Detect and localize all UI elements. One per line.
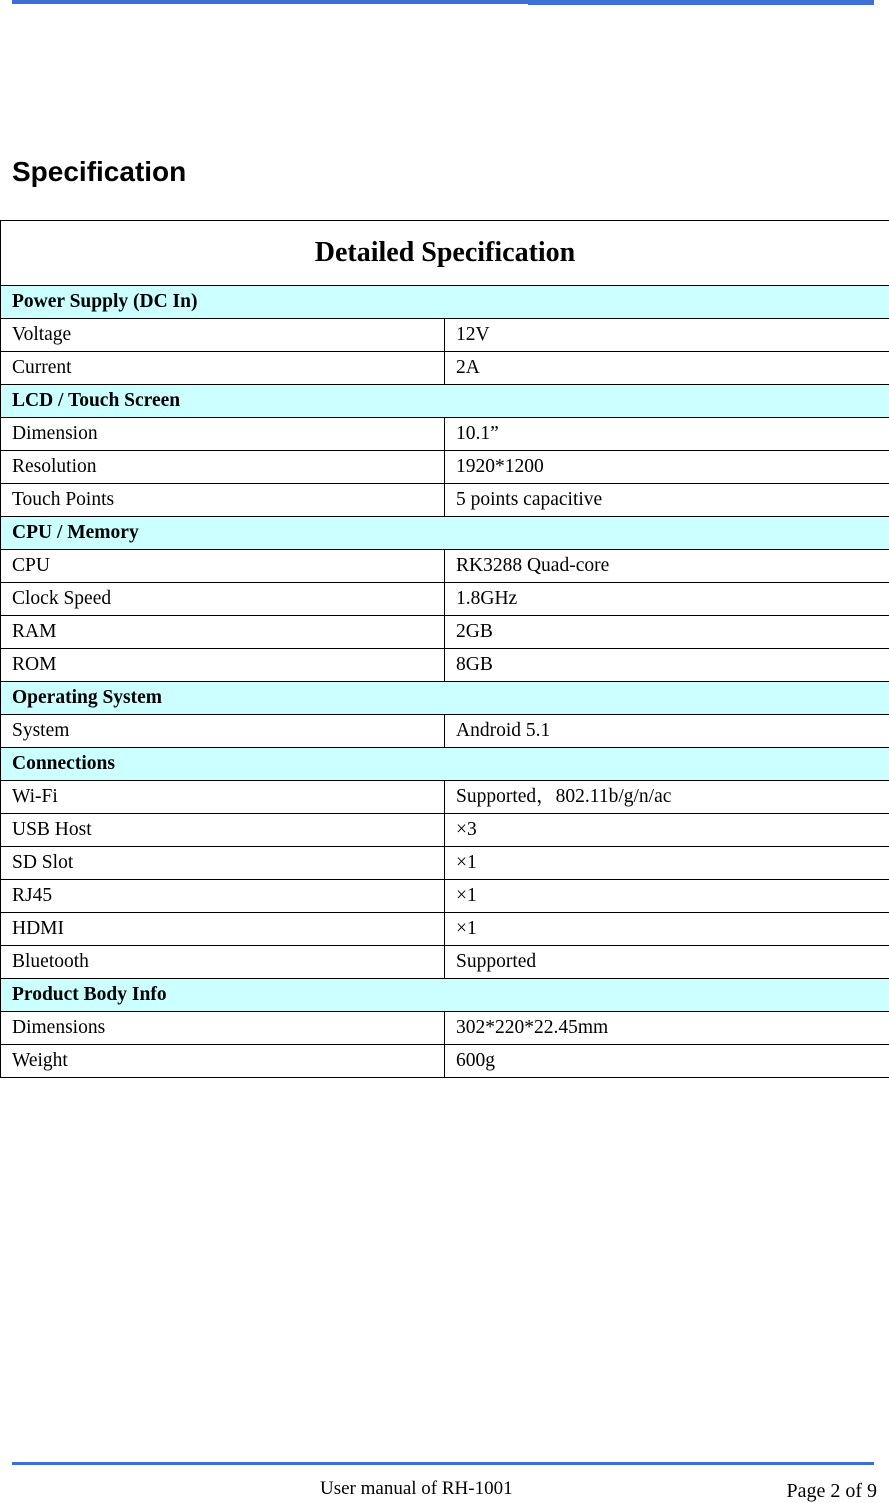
- spec-value: 2GB: [445, 616, 889, 649]
- section-title: Operating System: [1, 682, 889, 715]
- spec-label: HDMI: [1, 913, 445, 946]
- spec-label: Touch Points: [1, 484, 445, 517]
- spec-value: 5 points capacitive: [445, 484, 889, 517]
- section-header-row: [1, 286, 889, 319]
- spec-label: Dimensions: [1, 1012, 445, 1045]
- table-row: [1, 550, 889, 583]
- table-row: [1, 814, 889, 847]
- spec-label: Resolution: [1, 451, 445, 484]
- footer-manual-title: User manual of RH-1001: [320, 1478, 513, 1499]
- spec-value: 12V: [445, 319, 889, 352]
- table-row: [1, 715, 889, 748]
- spec-label: Clock Speed: [1, 583, 445, 616]
- table-row: [1, 649, 889, 682]
- spec-label: Current: [1, 352, 445, 385]
- spec-value: ×1: [445, 880, 889, 913]
- spec-value: ×1: [445, 847, 889, 880]
- spec-label: RJ45: [1, 880, 445, 913]
- spec-value: Android 5.1: [445, 715, 889, 748]
- spec-value: ×3: [445, 814, 889, 847]
- section-title: LCD / Touch Screen: [1, 385, 889, 418]
- spec-label: CPU: [1, 550, 445, 583]
- table-title: Detailed Specification: [1, 221, 889, 286]
- spec-value: ×1: [445, 913, 889, 946]
- footer-page-number: Page 2 of 9: [786, 1480, 877, 1502]
- spec-label: Dimension: [1, 418, 445, 451]
- spec-table: [0, 220, 889, 1078]
- section-header-row: [1, 748, 889, 781]
- section-header-row: [1, 517, 889, 550]
- spec-label: Wi-Fi: [1, 781, 445, 814]
- spec-value: 10.1”: [445, 418, 889, 451]
- spec-value: Supported: [445, 946, 889, 979]
- spec-label: Weight: [1, 1045, 445, 1078]
- spec-label: ROM: [1, 649, 445, 682]
- spec-value: Supported，802.11b/g/n/ac: [445, 781, 889, 814]
- spec-label: Bluetooth: [1, 946, 445, 979]
- section-header-row: [1, 385, 889, 418]
- table-row: [1, 451, 889, 484]
- table-row: [1, 616, 889, 649]
- table-row: [1, 352, 889, 385]
- table-title-row: [1, 221, 889, 286]
- table-row: [1, 319, 889, 352]
- section-title: Power Supply (DC In): [1, 286, 889, 319]
- spec-value: RK3288 Quad-core: [445, 550, 889, 583]
- table-row: [1, 583, 889, 616]
- section-title: Connections: [1, 748, 889, 781]
- table-row: [1, 1045, 889, 1078]
- table-row: [1, 484, 889, 517]
- header-rule: [12, 0, 874, 4]
- spec-table-body: [1, 286, 889, 1078]
- spec-label: RAM: [1, 616, 445, 649]
- spec-label: SD Slot: [1, 847, 445, 880]
- spec-value: 1920*1200: [445, 451, 889, 484]
- spec-value: 302*220*22.45mm: [445, 1012, 889, 1045]
- table-row: [1, 781, 889, 814]
- footer-rule: [12, 1462, 874, 1465]
- spec-label: USB Host: [1, 814, 445, 847]
- spec-label: System: [1, 715, 445, 748]
- spec-label: Voltage: [1, 319, 445, 352]
- page-heading: Specification: [12, 156, 187, 187]
- section-title: CPU / Memory: [1, 517, 889, 550]
- table-row: [1, 880, 889, 913]
- header-rule-accent: [528, 0, 874, 5]
- spec-value: 8GB: [445, 649, 889, 682]
- section-title: Product Body Info: [1, 979, 889, 1012]
- section-header-row: [1, 979, 889, 1012]
- spec-value: 2A: [445, 352, 889, 385]
- spec-value: 600g: [445, 1045, 889, 1078]
- table-row: [1, 418, 889, 451]
- spec-value: 1.8GHz: [445, 583, 889, 616]
- table-row: [1, 847, 889, 880]
- table-row: [1, 946, 889, 979]
- table-row: [1, 913, 889, 946]
- section-header-row: [1, 682, 889, 715]
- table-row: [1, 1012, 889, 1045]
